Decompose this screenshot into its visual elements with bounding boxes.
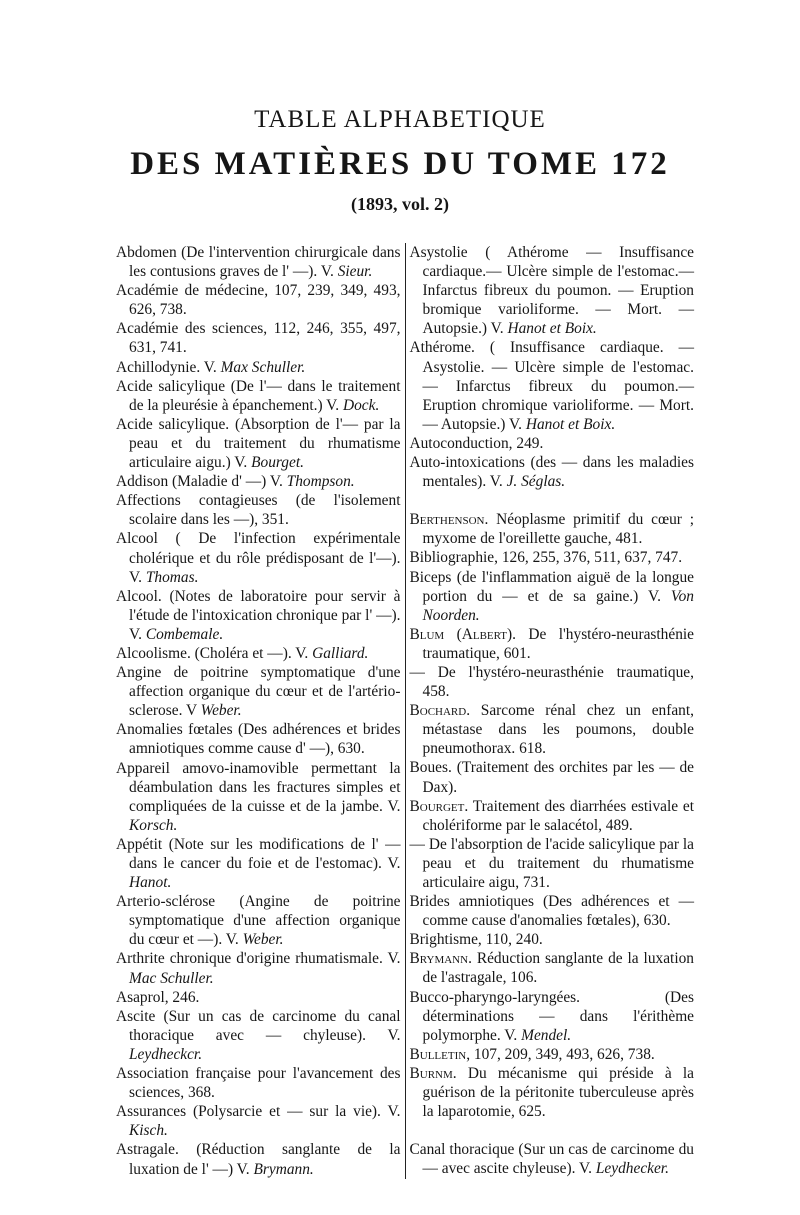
index-entry bbox=[410, 1064, 695, 1121]
entry-text: . (Choléra et —). V. bbox=[186, 644, 313, 662]
index-entry bbox=[410, 663, 695, 701]
index-entry bbox=[116, 281, 401, 319]
entry-text: ( Athérome — Insuffisance cardiaque.— Ulcère simple de l'estomac.— Infarctus fibreux du poumon. — Eruption bromique varioliforme. — Mort. — Autopsie.) V. bbox=[422, 244, 694, 338]
entry-text: (Sur un cas de carcinome du canal thoracique avec — chyleuse). V. bbox=[129, 1007, 401, 1044]
entry-text: (Des adhérences et brides amniotiques comme cause d' —), 630. bbox=[129, 721, 401, 758]
entry-text: . ( Insuffisance cardiaque. — Asystolie. — Ulcère simple de l'estomac. — Infarctus fibreux du poumon.— Eruption chromique varioliforme. — Mort. — Autopsie.) V. bbox=[422, 339, 694, 433]
entry-text: (Angine de poitrine symptomatique d'une affection organique du cœur et —). V. bbox=[129, 893, 401, 949]
entry-text: (des — dans les maladies mentales). V. bbox=[422, 454, 694, 491]
entry-heading: Canal thoracique bbox=[409, 1141, 515, 1159]
index-entry bbox=[410, 338, 695, 433]
entry-text: (Sur un cas de carcinome du — avec ascite chyleuse). V. bbox=[422, 1141, 695, 1178]
entry-heading: — bbox=[409, 663, 425, 681]
index-entry bbox=[410, 758, 695, 796]
entry-text: amovo-inamovible permettant la déambulation dans les fractures simples et compliquées de la cuisse et de la jambe. V. bbox=[129, 759, 401, 815]
entry-heading: Asaprol bbox=[116, 988, 165, 1006]
entry-heading: Appétit bbox=[116, 835, 163, 853]
entry-heading: Bochard bbox=[409, 702, 467, 720]
entry-reference: Hanot et Boix. bbox=[507, 320, 597, 338]
entry-text: , 107, 209, 349, 493, 626, 738. bbox=[466, 1045, 655, 1063]
entry-heading: Brymann bbox=[409, 950, 469, 968]
entry-heading: Alcool bbox=[116, 587, 158, 605]
entry-heading: Addison bbox=[116, 473, 169, 491]
entry-heading: Auto-intoxications bbox=[409, 454, 525, 472]
index-entry bbox=[116, 1140, 401, 1178]
index-entry bbox=[410, 434, 695, 453]
entry-reference: Leydhecker. bbox=[595, 1160, 669, 1178]
entry-text: ( De l'infection expérimentale cholérique et du rôle prédisposant de l'—). V. bbox=[129, 530, 401, 586]
entry-text: . Néoplasme primitif du cœur ; myxome de l'oreillette gauche, 481. bbox=[422, 511, 694, 548]
entry-text: , 249. bbox=[508, 434, 544, 452]
index-entry bbox=[410, 1140, 695, 1178]
entry-text: . (Absorption de l'— par la peau et du traitement du rhumatisme articulaire aigu.) V. bbox=[129, 415, 401, 472]
entry-text: , 246. bbox=[164, 988, 200, 1006]
entry-text: pour l'avancement des sciences, 368. bbox=[129, 1065, 401, 1102]
entry-reference: Max Schuller. bbox=[220, 358, 306, 376]
entry-reference: Kisch. bbox=[129, 1122, 168, 1140]
entry-heading: Achillodynie bbox=[116, 358, 197, 376]
entry-text: (Note sur les modifications de l' — dans le cancer du foie et de l'estomac). V. bbox=[129, 835, 401, 872]
entry-heading: Bourget bbox=[409, 797, 465, 815]
entry-heading: Abdomen bbox=[116, 244, 177, 261]
entry-reference: Von Noorden. bbox=[422, 587, 694, 624]
index-entry bbox=[410, 243, 695, 338]
entry-heading: Blum (Albert) bbox=[409, 625, 513, 643]
entry-heading: Arterio-sclérose bbox=[116, 893, 216, 911]
index-entry bbox=[116, 319, 401, 357]
entry-heading: Bibliographie bbox=[409, 549, 495, 567]
entry-text: (Des adhérences et — comme cause d'anomalies fœtales), 630. bbox=[422, 893, 694, 930]
index-entry bbox=[116, 949, 401, 987]
entry-heading: Brides amniotiques bbox=[409, 893, 534, 911]
entry-spacer bbox=[410, 491, 695, 510]
index-entry bbox=[410, 568, 695, 625]
entry-reference: Dock. bbox=[342, 396, 380, 414]
entry-reference: Mendel. bbox=[521, 1026, 572, 1044]
entry-heading: Anomalies fœtales bbox=[116, 721, 233, 739]
volume-year: (1893, vol. 2) bbox=[351, 194, 449, 214]
index-entry bbox=[410, 453, 695, 491]
entry-reference: Galliard. bbox=[312, 644, 369, 662]
entry-heading: Asystolie bbox=[409, 244, 468, 261]
entry-text: , 107, 239, 349, 493, 626, 738. bbox=[129, 282, 401, 319]
entry-text: (De l'— dans le traitement de la pleurésie à épanchement.) V. bbox=[129, 377, 401, 414]
entry-text: De l'hystéro-neurasthénie traumatique, 458. bbox=[422, 663, 694, 701]
index-entry bbox=[116, 529, 401, 586]
entry-text: . Traitement des diarrhées estivale et cholériforme par le salacétol, 489. bbox=[422, 797, 694, 834]
index-entry bbox=[116, 1102, 401, 1140]
index-entry bbox=[116, 491, 401, 529]
entry-reference: Thompson. bbox=[286, 473, 355, 491]
right-column bbox=[406, 243, 695, 1179]
index-entry bbox=[116, 243, 401, 281]
entry-text: . (Réduction sanglante de la luxation de l' —) V. bbox=[129, 1141, 401, 1178]
entry-heading: Assurances bbox=[116, 1103, 187, 1121]
index-entry bbox=[116, 759, 401, 835]
index-entry bbox=[410, 625, 695, 663]
entry-heading: Berthenson bbox=[409, 511, 485, 529]
entry-text: (Maladie d' —) V. bbox=[168, 473, 287, 491]
entry-heading: Biceps bbox=[409, 568, 452, 586]
entry-reference: Leydheckcr. bbox=[129, 1045, 203, 1063]
entry-heading: Appareil bbox=[116, 759, 170, 777]
entry-reference: Combemale. bbox=[145, 625, 224, 643]
entry-reference: J. Séglas. bbox=[506, 473, 566, 491]
entry-reference: Mac Schuller. bbox=[129, 969, 214, 987]
index-entry bbox=[410, 1045, 695, 1064]
index-entry bbox=[410, 510, 695, 548]
index-entry bbox=[410, 835, 695, 892]
entry-text: chronique d'origine rhumatismale. V. bbox=[164, 950, 401, 968]
index-entry bbox=[410, 930, 695, 949]
entry-heading: Bucco-pharyngo-laryngées bbox=[409, 988, 577, 1006]
entry-text: . Du mécanisme qui préside à la guérison de la péritonite tuberculeuse après la laparotomie, 625. bbox=[422, 1064, 694, 1121]
entry-text: , 112, 246, 355, 497, 631, 741. bbox=[129, 320, 401, 357]
index-entry bbox=[410, 949, 695, 987]
entry-heading: Athérome bbox=[409, 339, 472, 357]
entry-heading: Boues bbox=[409, 759, 448, 777]
entry-reference: Weber. bbox=[242, 931, 284, 949]
entry-text: . (Des déterminations — dans l'érithème polymorphe. V. bbox=[422, 988, 694, 1044]
entry-heading: Arthrite bbox=[116, 950, 165, 968]
entry-heading: Burnm bbox=[409, 1064, 453, 1082]
entry-heading: Académie des sciences bbox=[116, 320, 264, 338]
entry-reference: Thomas. bbox=[145, 568, 199, 586]
index-entry bbox=[116, 358, 401, 377]
index-entry bbox=[116, 587, 401, 644]
entry-heading: Académie de médecine bbox=[116, 282, 265, 300]
entry-heading: Association française bbox=[116, 1065, 251, 1083]
entry-heading: Autoconduction bbox=[409, 434, 509, 452]
entry-heading: Acide salicylique bbox=[116, 377, 226, 395]
index-entry bbox=[410, 548, 695, 567]
index-columns bbox=[116, 243, 694, 1179]
entry-text: symptomatique d'une affection organique du cœur et de l'artério-sclerose. V bbox=[129, 664, 401, 720]
entry-reference: Weber. bbox=[200, 702, 242, 720]
entry-text: . (Traitement des orchites par les — de Dax). bbox=[422, 759, 694, 796]
entry-reference: Sieur. bbox=[337, 263, 373, 281]
entry-reference: Hanot. bbox=[129, 874, 172, 892]
volume-title: DES MATIÈRES DU TOME 172 bbox=[130, 146, 670, 182]
entry-text: . Sarcome rénal chez un enfant, métastase dans les poumons, double pneumothorax. 618. bbox=[422, 702, 694, 758]
entry-heading: Angine de poitrine bbox=[116, 664, 249, 682]
index-entry bbox=[116, 835, 401, 892]
entry-heading: — bbox=[409, 835, 425, 853]
entry-reference: Brymann. bbox=[253, 1160, 314, 1178]
entry-heading: Acide salicylique bbox=[116, 415, 226, 433]
index-entry bbox=[116, 1007, 401, 1064]
entry-spacer bbox=[410, 1121, 695, 1140]
entry-heading: Brightisme bbox=[409, 931, 478, 949]
index-entry bbox=[116, 892, 401, 949]
entry-text: , 110, 240. bbox=[477, 931, 543, 949]
entry-reference: Hanot et Boix. bbox=[525, 415, 616, 433]
index-entry bbox=[116, 644, 401, 663]
entry-heading: Astragale bbox=[116, 1141, 175, 1159]
index-entry bbox=[116, 663, 401, 720]
entry-text: (De l'intervention chirurgicale dans les contusions graves de l' —). V. bbox=[129, 244, 401, 281]
index-entry bbox=[116, 1064, 401, 1102]
index-entry bbox=[410, 988, 695, 1045]
entry-heading: Ascite bbox=[116, 1007, 156, 1025]
entry-text: . De l'hystéro-neurasthénie traumatique, 601. bbox=[422, 625, 695, 662]
entry-heading: Alcool bbox=[116, 530, 158, 548]
entry-heading: Affections contagieuses bbox=[116, 492, 278, 510]
index-entry bbox=[116, 988, 401, 1007]
index-entry bbox=[116, 377, 401, 415]
entry-text: . (Notes de laboratoire pour servir à l'étude de l'intoxication chronique par l' —). V. bbox=[129, 587, 401, 643]
index-entry bbox=[116, 472, 401, 491]
entry-text: (de l'isolement scolaire dans les —), 351. bbox=[129, 492, 401, 529]
index-entry bbox=[410, 797, 695, 835]
left-column bbox=[116, 243, 406, 1179]
index-title: TABLE ALPHABETIQUE bbox=[254, 106, 546, 133]
entry-reference: Bourget. bbox=[251, 454, 304, 472]
entry-text: . V. bbox=[196, 358, 221, 376]
entry-text: (de l'inflammation aiguë de la longue portion du — et de sa gaine.) V. bbox=[422, 568, 694, 605]
entry-heading: Alcoolisme bbox=[116, 644, 187, 662]
entry-text: , 126, 255, 376, 511, 637, 747. bbox=[494, 549, 683, 567]
index-entry bbox=[116, 415, 401, 472]
index-entry bbox=[116, 720, 401, 758]
entry-reference: Korsch. bbox=[129, 816, 178, 834]
entry-text: . Réduction sanglante de la luxation de l'astragale, 106. bbox=[422, 950, 694, 987]
index-entry bbox=[410, 701, 695, 758]
index-entry bbox=[410, 892, 695, 930]
entry-text: (Polysarcie et — sur la vie). V. bbox=[186, 1103, 401, 1121]
entry-heading: Bulletin bbox=[409, 1045, 467, 1063]
entry-text: De l'absorption de l'acide salicylique par la peau et du traitement du rhumatisme articulaire aigu, 731. bbox=[422, 835, 694, 891]
